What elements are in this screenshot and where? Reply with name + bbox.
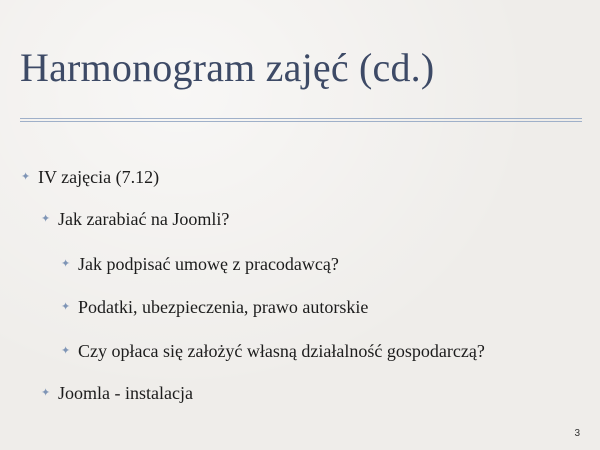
bullet-star-icon: ✦	[61, 258, 71, 270]
bullet-text: Jak podpisać umowę z pracodawcą?	[78, 254, 339, 274]
bullet-text: Czy opłaca się założyć własną działalność gospodarczą?	[78, 341, 485, 361]
bullet-item-level-2	[41, 208, 230, 230]
bullet-item-level-3	[61, 296, 369, 318]
bullet-star-icon: ✦	[61, 301, 71, 313]
bullet-star-icon: ✦	[21, 171, 31, 183]
page-number: 3	[574, 428, 580, 439]
bullet-item-level-1	[21, 166, 160, 188]
bullet-text: Jak zarabiać na Joomli?	[58, 209, 230, 229]
bullet-item-level-2	[41, 382, 193, 404]
bullet-star-icon: ✦	[41, 387, 51, 399]
bullet-text: IV zajęcia (7.12)	[38, 167, 160, 187]
bullet-text: Podatki, ubezpieczenia, prawo autorskie	[78, 297, 369, 317]
title-divider-top	[20, 118, 582, 119]
bullet-text: Joomla - instalacja	[58, 383, 193, 403]
bullet-item-level-3	[61, 253, 339, 275]
bullet-item-level-3	[61, 340, 485, 362]
title-divider-bottom	[20, 121, 582, 122]
slide-title: Harmonogram zajęć (cd.)	[20, 45, 435, 90]
bullet-star-icon: ✦	[61, 345, 71, 357]
bullet-star-icon: ✦	[41, 213, 51, 225]
